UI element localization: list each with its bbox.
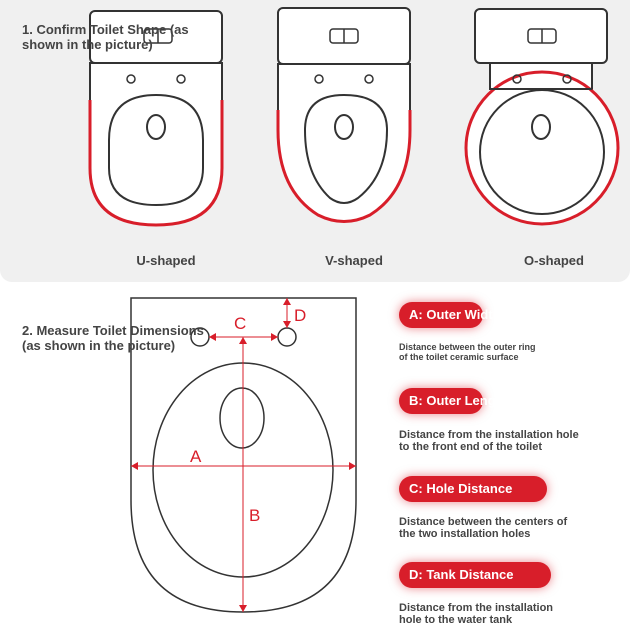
outer-length-description: Distance from the installation hole to the front end of the toilet (399, 429, 579, 453)
tank-distance-badge: D: Tank Distance (399, 562, 551, 588)
outer-length-badge: B: Outer Length (399, 388, 483, 414)
dimension-a-letter: A (190, 447, 202, 466)
v-shaped-toilet-illustration (278, 8, 410, 222)
dimension-d-letter: D (294, 306, 307, 325)
dimension-c-letter: C (234, 314, 247, 333)
o-shaped-toilet-illustration (466, 9, 618, 224)
hole-distance-badge: C: Hole Distance (399, 476, 547, 502)
o-shaped-label: O-shaped (524, 253, 584, 268)
step1-heading: 1. Confirm Toilet Shape (as shown in the picture) (22, 22, 189, 52)
v-shaped-label: V-shaped (325, 253, 383, 268)
outer-width-description: Distance between the outer ring of the toilet ceramic surface (399, 342, 536, 362)
hole-distance-description: Distance between the centers of the two installation holes (399, 516, 568, 540)
dimension-b-letter: B (249, 506, 261, 525)
u-shaped-label: U-shaped (136, 253, 196, 268)
step2-heading: 2. Measure Toilet Dimensions (as shown in the picture) (22, 323, 204, 353)
outer-width-badge: A: Outer Width (399, 302, 483, 328)
tank-distance-description: Distance from the installation hole to the water tank (399, 602, 554, 626)
